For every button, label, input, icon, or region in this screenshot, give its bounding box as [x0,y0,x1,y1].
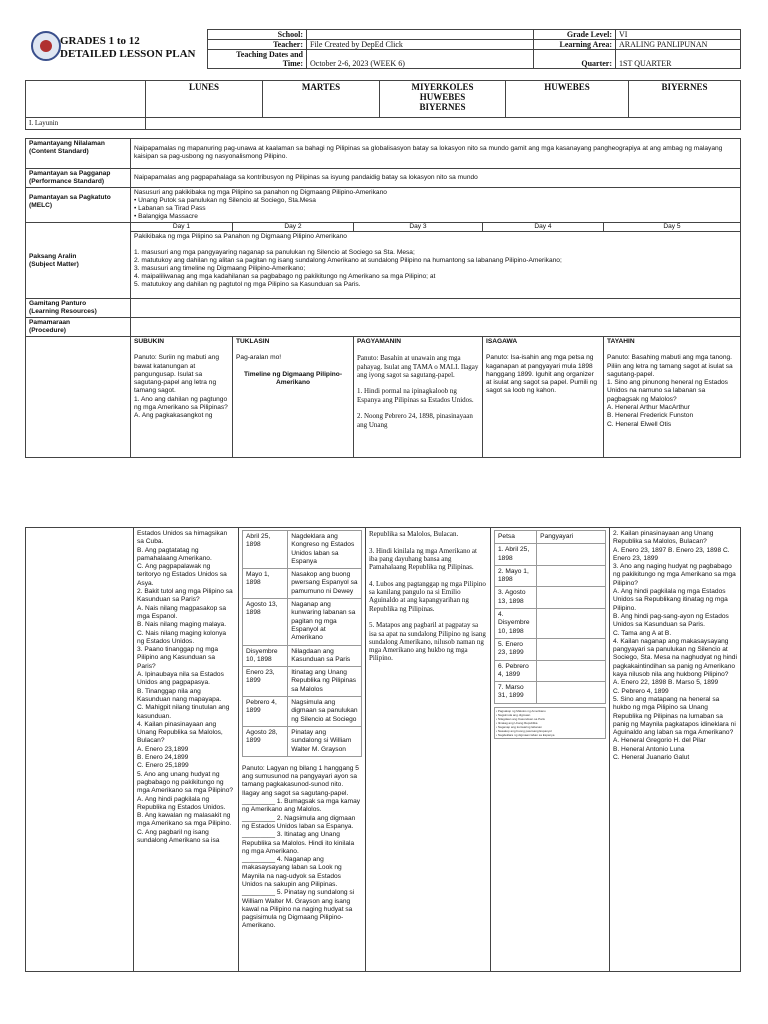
subukin-continued: Estados Unidos sa himagsikan sa Cuba. B. Ang pagtatatag ng pamahalaang Amerikano. C. Ang pagpapalawak ng teritoryo ng Estados Unidos sa Asya. 2. Bakit tutol ang mga Pilipino sa Kasunduan sa Paris? A. Nais nilang magpasakop sa mga Espanol. B. Nais nilang maging malaya. C. Nais nilang maging kolonya ng Estados Unidos. 3. Paano tinanggap ng mga Pilipino ang Kasunduan sa Paris? A. Ipinaubaya nila sa Estados Unidos ang pagpapasya. B. Tinanggap nila ang Kasunduan nang mapayapa. C. Mahigpit nilang tinutulan ang kasunduan. 4. Kailan pinasinayaan ang Unang Republika sa Malolos, Bulacan? A. Enero 23,1899 B. Enero 24,1899 C. Enero 25,1899 5. Ano ang unang hudyat ng pagbabago ng pakikitungo ng mga Amerikano sa mga Pilipino? A. Ang hindi pagkilala ng Republika ng Estados Unidos. B. Ang kawalan ng malasakit ng mga Amerikano sa mga Pilipino. C. Ang pagbaril ng isang sundalong Amerikano sa isa [134,528,239,972]
learning-area-label: Learning Area: [534,40,616,50]
melc-line-4: • Balangiga Massacre [134,213,198,220]
isagawa-continued [491,528,610,972]
subject-line-1: Pakikibaka ng mga Pilipino sa Panahon ng Digmaang Pilipino Amerikano [134,233,347,240]
day-miyerkoles-line2: HUWEBES [419,92,466,102]
deped-seal-icon [31,31,61,61]
day-miyerkoles-line1: MIYERKOLES [411,82,474,92]
melc-label-2: (MELC) [29,202,53,209]
timeline-cell: Nagsimula ang digmaan sa panulukan ng Silencio at Sociego [288,697,362,727]
timeline-cell: Nilagdaan ang Kasunduan sa Paris [288,645,362,667]
tuklasin-subtitle: Timeline ng Digmaang Pilipino-Amerikano [243,370,343,386]
tuklasin-title: TUKLASIN [236,338,270,345]
blank-cell [26,81,146,118]
organizer-row [495,587,606,609]
lesson-plan-table [25,138,741,458]
subject-line-5: 4. maipaliliwanag ang mga kadahilanan sa pagbabago ng pakikitungo ng Amerikano sa mga Pilipino; at [134,273,436,280]
timeline-cell: Pebrero 4, 1899 [243,697,288,727]
layunin-label: I. Layunin [26,118,146,130]
organizer-header-cell: Pangyayari [537,531,606,544]
subject-matter-label-1: Paksang Aralin [29,252,77,260]
content-standard-label-2: (Content Standard) [29,148,89,155]
page-one [0,0,768,476]
day-miyerkoles [380,81,506,118]
pagyamanin-continued: Republika sa Malolos, Bulacan. 3. Hindi kinilala ng mga Amerikano at iba pang dayuhang bansa ang Pamahalaang Republika ng Pilipinas. 4. Lubos ang pagtanggap ng mga Pilipino sa kanilang pangulo na si Emilio Aguinaldo at ang kapangyarihan ng Republika ng Pilipinas. 5. Matapos ang pagbaril at pagpatay sa isa sa apat na sundalong Pilipino ng isang sundalong Amerikano, nilusob naman ng mga Amerikano ang hukbo ng mga Pilipino. [366,528,491,972]
dates-value: October 2-6, 2023 (WEEK 6) [307,50,534,69]
subject-matter-value [131,232,741,299]
subukin-title: SUBUKIN [134,338,165,345]
timeline-cell: Itinatag ang Unang Republika ng Pilipinas sa Malolos [288,667,362,697]
day-3-header: Day 3 [354,223,483,232]
learning-resources-label-1: Gamitang Panturo [29,300,87,307]
melc-line-3: • Labanan sa Tirad Pass [134,205,206,212]
performance-standard-label [26,169,131,188]
teacher-value: File Created by DepEd Click [307,40,534,50]
day-huwebes: HUWEBES [506,81,629,118]
day-lunes: LUNES [146,81,263,118]
organizer-cell [537,587,606,609]
content-standard-label [26,139,131,169]
organizer-cell: 7. Marso 31, 1899 [495,682,537,704]
isagawa-choices-box: • Pagsakop ng Malolos ng Amerikano • Nagsimula ang digmaan • Nilagdaan ang Kasunduan sa Paris • Itinatag ang Unang Republika • Naganap ang kunwaring labanan • Nasakop ang buong pwersang Espanyol • Nagdeklara ng digmaan laban sa Espanya [494,707,606,739]
organizer-row [495,609,606,639]
organizer-cell [537,682,606,704]
subject-line-4: 3. masusuri ang timeline ng Digmaang Pilipino-Amerikano; [134,265,306,272]
isagawa-text: Panuto: Isa-isahin ang mga petsa ng kaganapan at pangyayari mula 1898 hanggang 1899. Iguhit ang organizer at isulat ang sagot sa papel. Pumili ng sagot sa loob ng kahon. [486,354,598,395]
organizer-cell [537,544,606,566]
organizer-row [495,660,606,682]
organizer-header-row [495,531,606,544]
organizer-cell [537,565,606,587]
teacher-label: Teacher: [208,40,307,50]
subject-line-6: 5. matutukoy ang dahilan ng pagtutol ng mga Pilipino sa Kasunduan sa Paris. [134,281,361,288]
day-martes: MARTES [263,81,380,118]
timeline-row [243,726,362,756]
organizer-row [495,682,606,704]
dlp-label: DETAILED LESSON PLAN [60,48,196,60]
subukin-text: Panuto: Suriin ng mabuti ang bawat katanungan at pangungusap. Isulat sa sagutang-papel ang letra ng tamang sagot. 1. Ano ang dahilan ng pagtungo ng mga Amerikano sa Pilipinas? A. Ang pagkakasangkot ng [134,354,228,420]
timeline-cell: Agosto 28, 1899 [243,726,288,756]
organizer-cell [537,638,606,660]
timeline-row [243,531,362,569]
timeline-row [243,667,362,697]
procedure-blank [26,337,131,458]
performance-standard-value: Naipapamalas ang pagpapahalaga sa kontribusyon ng Pilipinas sa isyung pandaidig batay sa lokasyon nito sa mundo [131,169,741,188]
tayahin-text: Panuto: Basahing mabuti ang mga tanong. Piliin ang letra ng tamang sagot at isulat sa sagutang-papel. 1. Sino ang pinunong heneral ng Estados Unidos na namuno sa labanan sa pagbagsak ng Malolos? A. Heneral Arthur MacArthur B. Heneral Frederick Funston C. Heneral Elwell Otis [607,354,733,428]
organizer-cell: 1. Abril 25, 1898 [495,544,537,566]
melc-line-1: Nasusuri ang pakikibaka ng mga Pilipino sa panahon ng Digmaang Pilipino-Amerikano [134,189,387,196]
procedure-label-2: (Procedure) [29,327,67,334]
organizer-cell: 2. Mayo 1, 1898 [495,565,537,587]
grade-level-value: VI [616,30,741,40]
continuation-blank [26,528,134,972]
learning-area-value: ARALING PANLIPUNAN [616,40,741,50]
tuklasin-continued-text: Panuto: Lagyan ng bilang 1 hanggang 5 ang sumusunod na pangyayari ayon sa tamang pagkakasunod-sunod nito. Ilagay ang sagot sa sagutang-papel. _________ 1. Bumagsak sa mga kamay ng Amerikano ang Malolos. _________ 2. Nagsimula ang digmaan ng Estados Unidos laban sa Espanya. _________ 3. Itinatag ang Unang Republika sa Malolos. Hindi ito kinilala ng mga Amerikano. _________ 4. Naganap ang makasaysayang laban sa Look ng Maynila na nag-udyok sa Estados Unidos na sakupin ang Pilipinas. _________ 5. Pinatay ng sundalong si William Walter M. Grayson ang isang kawal na Pilipino na naging hudyat sa pagsisimula ng Digmaang Pilipino-Amerikano. [242,764,361,930]
layunin-value [146,118,741,130]
tuklasin-column [233,337,354,458]
pagyamanin-text: Panuto: Basahin at unawain ang mga pahayag. Isulat ang TAMA o MALI. Ilagay ang iyong sagot sa sagutang-papel. 1. Hindi pormal na ipinagkaloob ng Espanya ang Pilipinas sa Estados Unidos. 2. Noong Pebrero 24, 1898, pinasinayaan ang Unang [357,354,479,429]
pagyamanin-column [354,337,483,458]
timeline-cell: Enero 23, 1899 [243,667,288,697]
continuation-table [25,527,741,972]
melc-line-2: • Unang Putok sa panulukan ng Silencio at Sociego, Sta.Mesa [134,197,316,204]
quarter-label: Quarter: [534,50,616,69]
organizer-cell [537,660,606,682]
content-standard-label-1: Pamantayang Nilalaman [29,140,105,147]
dates-label-line2: Time: [282,59,303,68]
timeline-cell: Agosto 13, 1898 [243,599,288,645]
isagawa-column [483,337,604,458]
melc-label-1: Pamantayan sa Pagkatuto [29,194,111,201]
tuklasin-text: Pag-aralan mo! [236,354,282,362]
day-1-header: Day 1 [131,223,233,232]
subject-line-2: 1. masusuri ang mga pangyayaring naganap sa panulukan ng Silencio at Sociego sa Sta. Mesa; [134,249,415,256]
timeline-row [243,645,362,667]
timeline-table [242,530,362,757]
pagyamanin-title: PAGYAMANIN [357,338,401,345]
day-2-header: Day 2 [233,223,354,232]
dates-label [208,50,307,69]
procedure-label-1: Pamamaraan [29,319,71,326]
organizer-row [495,565,606,587]
timeline-cell: Disyembre 10, 1898 [243,645,288,667]
header-info-table [207,29,741,69]
learning-resources-label [26,299,131,318]
isagawa-title: ISAGAWA [486,338,518,345]
school-label: School: [208,30,307,40]
melc-label [26,188,131,223]
timeline-cell: Nasakop ang buong pwersang Espanyol sa pamumuno ni Dewey [288,569,362,599]
timeline-cell: Mayo 1, 1898 [243,569,288,599]
subject-matter-label-2: (Subject Matter) [29,260,79,268]
content-standard-value: Naipapamalas ng mapanuring pag-unawa at kaalaman sa bahagi ng Pilipinas sa globalisasyon batay sa lokasyon nito sa mundo gamit ang mga kasanayang pangheograpiya at ang ambag ng malayang kaisipan sa pag-usbong ng nasyonalismong Pilipino. [131,139,741,169]
learning-resources-label-2: (Learning Resources) [29,308,97,315]
organizer-cell [537,609,606,639]
school-value [307,30,534,40]
timeline-cell: Pinatay ang sundalong si William Walter M. Grayson [288,726,362,756]
subject-matter-label [26,223,131,299]
procedure-value [131,318,741,337]
organizer-cell: 4. Disyembre 10, 1898 [495,609,537,639]
timeline-row [243,697,362,727]
tayahin-title: TAYAHIN [607,338,635,345]
procedure-label [26,318,131,337]
timeline-cell: Nagdeklara ang Kongreso ng Estados Unidos laban sa Espanya [288,531,362,569]
page-gap [0,476,768,527]
isagawa-organizer-table [494,530,606,704]
organizer-cell: 6. Pebrero 4, 1899 [495,660,537,682]
timeline-row [243,599,362,645]
performance-standard-label-2: (Performance Standard) [29,178,105,185]
timeline-cell: Abril 25, 1898 [243,531,288,569]
learning-resources-value [131,299,741,318]
subukin-column [131,337,233,458]
organizer-row [495,544,606,566]
day-4-header: Day 4 [483,223,604,232]
timeline-row [243,569,362,599]
day-5-header: Day 5 [604,223,741,232]
tayahin-continued: 2. Kailan pinasinayaan ang Unang Republika sa Malolos, Bulacan? A. Enero 23, 1897 B. Enero 23, 1898 C. Enero 23, 1899 3. Ano ang naging hudyat ng pagbabago ng pakikitungo ng mga Amerikano sa mga Pilipino? A. Ang hindi pagkilala ng mga Estados Unidos sa Republikang itinatag ng mga Pilipino. B. Ang hindi pag-sang-ayon ng Estados Unidos sa Kasunduan sa Paris. C. Tama ang A at B. 4. Kailan naganap ang makasaysayang pangyayari sa panulukan ng Silencio at Sociego, Sta. Mesa na naghudyat ng hindi pagkakaintindihan sa panig ng Amerikano kaya nilusob nila ang hukbong Pilipino? A. Enero 22, 1898 B. Marso 5, 1899 C. Pebrero 4, 1899 5. Sino ang matapang na heneral sa hukbo ng mga Pilipino sa Unang Republika ng Pilipinas na lumaban sa panig ng Maynila pagkatapos idineklara ni Aguinaldo ang laban sa mga Amerikano? A. Heneral Gregorio H. del Pilar B. Heneral Antonio Luna C. Heneral Juanario Galut [610,528,741,972]
quarter-value: 1ST QUARTER [616,50,741,69]
organizer-header-cell: Petsa [495,531,537,544]
subject-line-3: 2. matutukoy ang dahilan ng alitan sa pagitan ng isang sundalong Amerikano at sundalong Pilipino na humantong sa labanang Pilipino-Amerikano; [134,257,562,264]
page-two [0,527,768,1024]
day-biyernes: BIYERNES [629,81,741,118]
tayahin-column [604,337,741,458]
performance-standard-label-1: Pamantayan sa Pagganap [29,170,111,177]
melc-value [131,188,741,223]
grades-label: GRADES 1 to 12 [60,35,140,47]
weekday-header-table [25,80,741,130]
organizer-cell: 3. Agosto 13, 1898 [495,587,537,609]
organizer-row [495,638,606,660]
tuklasin-continued [239,528,366,972]
organizer-cell: 5. Enero 23, 1899 [495,638,537,660]
timeline-cell: Naganap ang kunwaring labanan sa pagitan ng mga Espanyol at Amerikano [288,599,362,645]
dates-label-line1: Teaching Dates and [236,50,303,59]
grade-level-label: Grade Level: [534,30,616,40]
plan-title [60,35,196,61]
day-miyerkoles-line3: BIYERNES [419,102,466,112]
